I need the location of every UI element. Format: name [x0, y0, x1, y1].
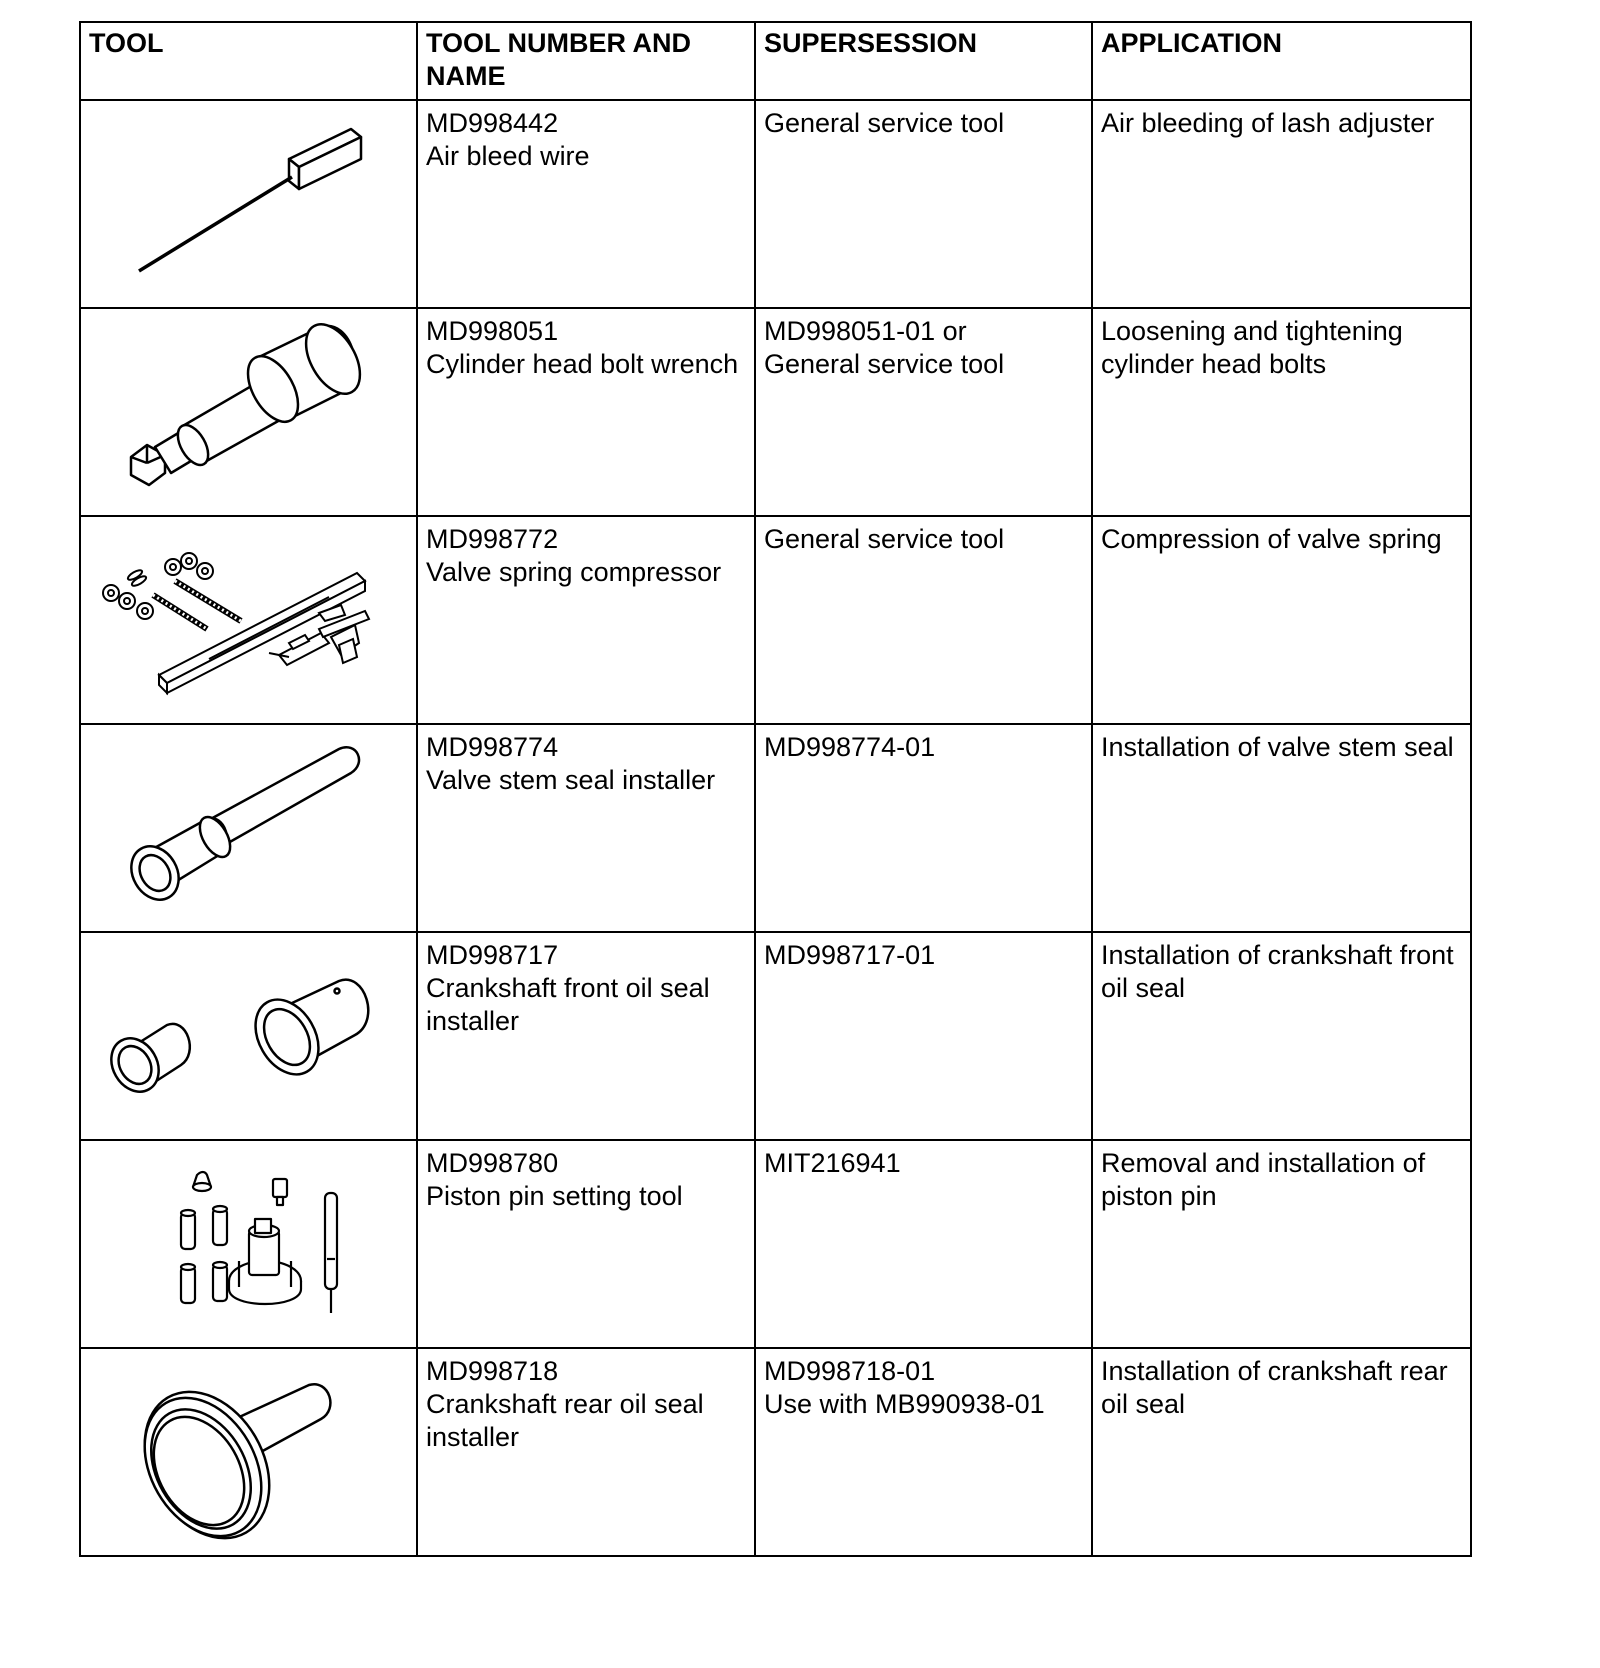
air-bleed-wire-illustration — [89, 109, 409, 299]
application-text: Air bleeding of lash adjuster — [1101, 108, 1435, 138]
application-text: Loosening and tightening cylinder head bolts — [1101, 316, 1411, 379]
tool-name: Crankshaft rear oil seal installer — [426, 1389, 712, 1452]
supersession-text: General service tool — [764, 349, 1005, 379]
application-text: Installation of crankshaft front oil seal — [1101, 940, 1462, 1003]
header-supersession: SUPERSESSION — [755, 22, 1092, 100]
application-cell — [1092, 932, 1471, 1140]
tool-name: Air bleed wire — [426, 141, 590, 171]
tool-number: MD998772 — [426, 524, 559, 554]
header-application: APPLICATION — [1092, 22, 1471, 100]
supersession-text: MD998774-01 — [764, 732, 936, 762]
tool-number: MD998442 — [426, 108, 559, 138]
tool-image-cell — [80, 308, 417, 516]
tool-image-cell — [80, 100, 417, 308]
supersession-text: Use with MB990938-01 — [764, 1389, 1045, 1419]
header-tool: TOOL — [80, 22, 417, 100]
supersession-text: General service tool — [764, 108, 1005, 138]
table-row — [80, 1348, 1471, 1556]
application-cell — [1092, 308, 1471, 516]
supersession-text: General service tool — [764, 524, 1005, 554]
tool-number-name-cell — [417, 100, 755, 308]
tool-image-cell — [80, 724, 417, 932]
supersession-cell — [755, 308, 1092, 516]
table-row — [80, 932, 1471, 1140]
supersession-text: MD998717-01 — [764, 940, 936, 970]
supersession-cell — [755, 516, 1092, 724]
tool-name: Piston pin setting tool — [426, 1181, 683, 1211]
cylinder-head-bolt-wrench-illustration — [89, 317, 409, 507]
tool-number: MD998051 — [426, 316, 559, 346]
crankshaft-front-oil-seal-installer-illustration — [89, 941, 409, 1131]
piston-pin-setting-tool-illustration — [89, 1149, 409, 1339]
application-cell — [1092, 724, 1471, 932]
application-cell — [1092, 1348, 1471, 1556]
supersession-cell — [755, 724, 1092, 932]
supersession-text: MD998718-01 — [764, 1356, 936, 1386]
tool-image-cell — [80, 516, 417, 724]
application-cell — [1092, 516, 1471, 724]
tool-name: Valve stem seal installer — [426, 765, 716, 795]
tool-name: Cylinder head bolt wrench — [426, 349, 739, 379]
header-tool-number-and-name: TOOL NUMBER AND NAME — [417, 22, 755, 100]
application-text: Compression of valve spring — [1101, 524, 1442, 554]
table-row — [80, 1140, 1471, 1348]
tool-number: MD998717 — [426, 940, 559, 970]
table-row — [80, 308, 1471, 516]
tool-number-name-cell — [417, 724, 755, 932]
valve-stem-seal-installer-illustration — [89, 733, 409, 923]
application-cell — [1092, 1140, 1471, 1348]
tool-name: Crankshaft front oil seal installer — [426, 973, 718, 1036]
supersession-text: MIT216941 — [764, 1148, 901, 1178]
tool-number-name-cell — [417, 1348, 755, 1556]
tool-image-cell — [80, 932, 417, 1140]
supersession-cell — [755, 1140, 1092, 1348]
tool-image-cell — [80, 1140, 417, 1348]
supersession-text: MD998051-01 or — [764, 316, 967, 346]
application-cell — [1092, 100, 1471, 308]
tool-number: MD998774 — [426, 732, 559, 762]
supersession-cell — [755, 932, 1092, 1140]
tool-image-cell — [80, 1348, 417, 1556]
valve-spring-compressor-illustration — [89, 525, 409, 715]
tool-number: MD998718 — [426, 1356, 559, 1386]
crankshaft-rear-oil-seal-installer-illustration — [89, 1357, 409, 1547]
application-text: Installation of crankshaft rear oil seal — [1101, 1356, 1456, 1419]
special-tools-table — [79, 21, 1472, 1557]
application-text: Removal and installation of piston pin — [1101, 1148, 1433, 1211]
tool-name: Valve spring compressor — [426, 557, 722, 587]
table-row — [80, 516, 1471, 724]
tool-number: MD998780 — [426, 1148, 559, 1178]
tool-number-name-cell — [417, 1140, 755, 1348]
tool-number-name-cell — [417, 516, 755, 724]
tool-number-name-cell — [417, 932, 755, 1140]
tool-number-name-cell — [417, 308, 755, 516]
supersession-cell — [755, 100, 1092, 308]
table-row — [80, 100, 1471, 308]
header-row — [80, 22, 1471, 100]
application-text: Installation of valve stem seal — [1101, 732, 1454, 762]
supersession-cell — [755, 1348, 1092, 1556]
table-row — [80, 724, 1471, 932]
